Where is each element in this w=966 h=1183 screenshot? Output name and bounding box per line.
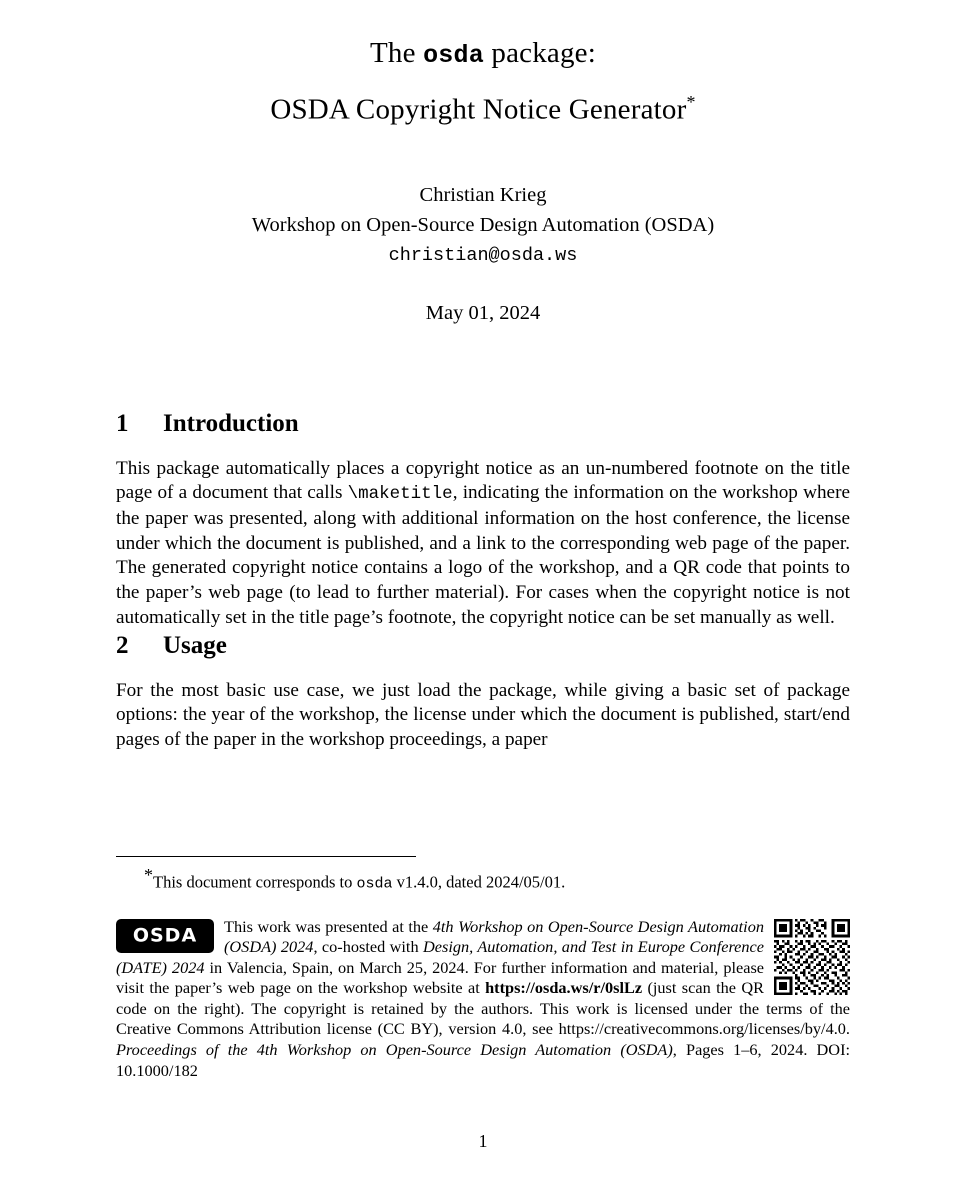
usage-paragraph: For the most basic use case, we just load the package, while giving a basic set of package options: the year of the workshop, the license under which the document is published, start/end pages of the paper in the workshop proceedings, a paper (116, 679, 850, 750)
introduction-paragraph (116, 457, 850, 631)
author-affiliation: Workshop on Open-Source Design Automation (OSDA) (251, 213, 715, 236)
footnote-star (116, 865, 850, 895)
title-block (116, 0, 850, 133)
copyright-text-2: , co-hosted with (313, 937, 424, 957)
maketitle-code: \maketitle (347, 484, 453, 505)
footnote-package-name: osda (356, 875, 393, 893)
qr-code-svg (774, 919, 850, 995)
body-content (116, 409, 850, 753)
author-name: Christian Krieg (419, 183, 547, 206)
title-subtitle: OSDA Copyright Notice Generator (270, 93, 687, 126)
section-heading-introduction (116, 409, 850, 439)
paper-title-line-2 (116, 79, 850, 133)
footnote-rule (116, 856, 416, 857)
workshop-name-emphasis: 4th Workshop on Open-Source Design Automation (OSDA) 2024 (224, 916, 764, 957)
proceedings-emphasis: Proceedings of the 4th Workshop on Open-Source Design Automation (OSDA) (116, 1040, 673, 1060)
osda-logo-text: OSDA (132, 924, 198, 947)
section-number-1: 1 (116, 409, 129, 437)
section-heading-usage (116, 631, 850, 661)
page-number: 1 (478, 1131, 488, 1151)
conference-name-emphasis: Design, Automation, and Test in Europe Conference (DATE) 2024 (116, 937, 764, 977)
section-title-2: Usage (163, 631, 227, 659)
intro-text-part-2: , indicating the information on the workshop where the paper was presented, along with additional information on the host conference, the license under which the document is published, and a link to the corresponding web page of the paper. The generated copyright notice contains a logo of the workshop, and a QR code that points to the paper’s web page (to lead to further material). For cases when the copyright notice is not automatically set in the title page’s footnote, the copyright notice can be set manually as well. (116, 482, 850, 628)
section-number-2: 2 (116, 631, 129, 659)
footnote-star-text-1: This document corresponds to (153, 872, 357, 892)
section-title-1: Introduction (163, 409, 299, 437)
title-package-name: osda (423, 41, 484, 70)
title-suffix: package: (483, 37, 597, 69)
paper-web-page-url[interactable]: https://osda.ws/r/0slLz (485, 978, 643, 998)
copyright-text-4: (just scan the QR code on the right). The copyright is retained by the authors. This work is licensed under the terms of the Creative Commons Attribution license (CC BY), version 4.0, see https://creativecommons.org/licenses/by/4.0. (116, 978, 850, 1039)
intro-text-part-1: This package automatically places a copyright notice as an un-numbered footnote on the title page of a document that calls (116, 457, 850, 504)
paper-title-line-1 (116, 30, 850, 79)
footnote-star-marker: * (144, 865, 153, 885)
footnote-area (116, 856, 850, 1081)
title-prefix: The (369, 37, 424, 69)
publication-date: May 01, 2024 (425, 301, 541, 324)
author-block (116, 180, 850, 271)
footnote-star-text-2: v1.4.0, dated 2024/05/01. (392, 872, 566, 892)
copyright-text-5: , Pages 1–6, 2024. DOI: 10.1000/182 (116, 1040, 851, 1080)
copyright-notice (116, 917, 850, 1082)
copyright-text-3: in Valencia, Spain, on March 25, 2024. For further information and material, please visit the paper’s web page on the workshop website at (116, 957, 765, 998)
copyright-text-1: This work was presented at the (224, 916, 433, 936)
osda-logo-icon (116, 919, 214, 953)
title-footnote-marker: * (686, 92, 696, 112)
author-email: christian@osda.ws (388, 244, 578, 266)
qr-code-icon (774, 919, 850, 995)
